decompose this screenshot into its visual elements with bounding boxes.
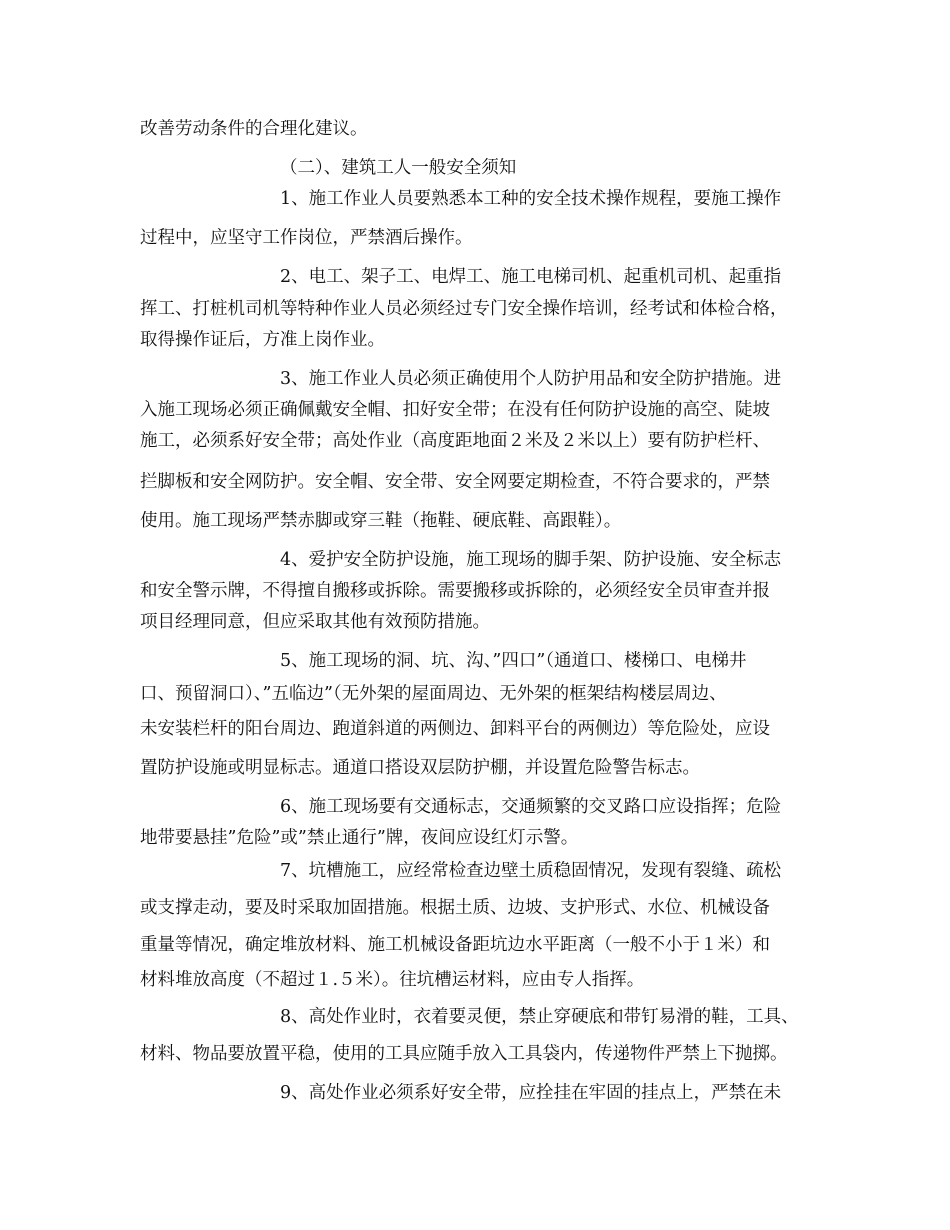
text-line: 材料、物品要放置平稳，使用的工具应随手放入工具袋内，传递物件严禁上下抛掷。 [140, 1044, 788, 1064]
text-line: 未安装栏杆的阳台周边、跑道斜道的两侧边、卸料平台的两侧边）等危险处，应设 [140, 719, 770, 739]
text-line: 项目经理同意，但应采取其他有效预防措施。 [140, 612, 490, 632]
text-line: 7、坑槽施工，应经常检查边壁土质稳固情况，发现有裂缝、疏松 [280, 861, 782, 881]
text-line: 材料堆放高度（不超过１.５米）。往坑槽运材料，应由专人指挥。 [140, 970, 645, 990]
text-line: 施工，必须系好安全带；高处作业（高度距地面２米及２米以上）要有防护栏杆、 [140, 431, 770, 451]
section-heading: （二）、建筑工人一般安全须知 [280, 158, 517, 178]
text-line: 拦脚板和安全网防护。安全帽、安全带、安全网要定期检查，不符合要求的，严禁 [140, 472, 770, 492]
text-line: 取得操作证后，方准上岗作业。 [140, 330, 385, 350]
text-line: 过程中，应坚守工作岗位，严禁酒后操作。 [140, 228, 473, 248]
text-line: 1、施工作业人员要熟悉本工种的安全技术操作规程，要施工操作 [280, 189, 782, 209]
text-line: 2、电工、架子工、电焊工、施工电梯司机、起重机司机、起重指 [280, 267, 782, 287]
text-line: 改善劳动条件的合理化建议。 [140, 119, 368, 139]
text-line: 使用。施工现场严禁赤脚或穿三鞋（拖鞋、硬底鞋、高跟鞋）。 [140, 511, 622, 531]
text-line: 入施工现场必须正确佩戴安全帽、扣好安全带；在没有任何防护设施的高空、陡坡 [140, 400, 770, 420]
text-line: 4、爱护安全防护设施，施工现场的脚手架、防护设施、安全标志 [280, 550, 782, 570]
text-line: 8、高处作业时，衣着要灵便，禁止穿硬底和带钉易滑的鞋，工具、 [280, 1007, 799, 1027]
text-line: 和安全警示牌，不得擅自搬移或拆除。需要搬移或拆除的，必须经安全员审查并报 [140, 581, 770, 601]
text-line: 5、施工现场的洞、坑、沟、”四口”（通道口、楼梯口、电梯井 [280, 651, 747, 671]
text-line: 6、施工现场要有交通标志，交通频繁的交叉路口应设指挥；危险 [280, 797, 782, 817]
text-line: 口、预留洞口）、”五临边”（无外架的屋面周边、无外架的框架结构楼层周边、 [140, 684, 727, 704]
text-line: 3、施工作业人员必须正确使用个人防护用品和安全防护措施。进 [280, 369, 782, 389]
text-line: 地带要悬挂”危险”或”禁止通行”牌，夜间应设红灯示警。 [140, 828, 579, 848]
text-line: 重量等情况，确定堆放材料、施工机械设备距坑边水平距离（一般不小于１米）和 [140, 935, 770, 955]
text-line: 置防护设施或明显标志。通道口搭设双层防护棚，并设置危险警告标志。 [140, 758, 700, 778]
text-line: 挥工、打桩机司机等特种作业人员必须经过专门安全操作培训，经考试和体检合格， [140, 299, 788, 319]
text-line: 9、高处作业必须系好安全带，应拴挂在牢固的挂点上，严禁在未 [280, 1083, 782, 1103]
text-line: 或支撑走动，要及时采取加固措施。根据土质、边坡、支护形式、水位、机械设备 [140, 898, 770, 918]
